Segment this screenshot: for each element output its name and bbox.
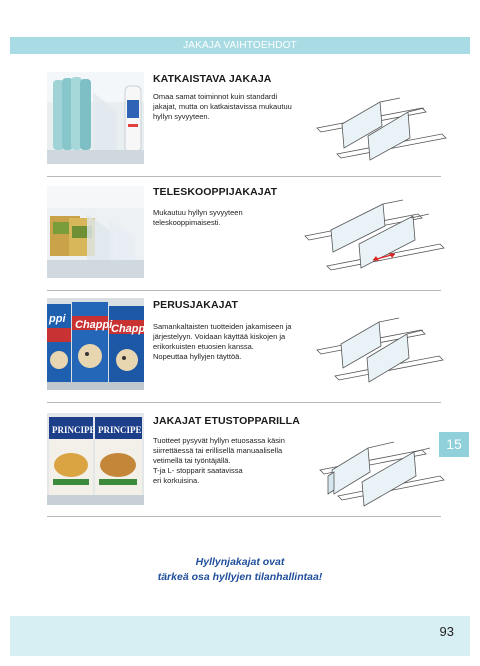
description-line: eri korkuisina.	[153, 476, 200, 485]
chapter-tab-label: 15	[446, 436, 462, 452]
section-1-divider-drawing	[312, 96, 447, 166]
section-divider	[47, 402, 441, 403]
chapter-header-band	[10, 37, 470, 54]
svg-text:ppi: ppi	[49, 313, 66, 325]
section-3-title: PERUSJAKAJAT	[153, 299, 239, 311]
chapter-tab	[439, 432, 469, 457]
description-line: T-ja L- stopparit saatavissa	[153, 466, 243, 475]
principe-label: PRINCIPE	[52, 425, 96, 435]
principe-label: PRINCIPE	[98, 425, 142, 435]
description-line: Tuotteet pysyvät hyllyn etuosassa käsin	[153, 436, 285, 445]
description-line: hyllyn syvyyteen.	[153, 112, 210, 121]
section-divider	[47, 176, 441, 177]
description-line: järjestelyyn. Voidaan käyttää kiskojen ja	[153, 332, 286, 341]
description-line: erikorkuisten etuosien kanssa.	[153, 342, 254, 351]
slogan-line-1: Hyllynjakajat ovat	[195, 556, 285, 568]
section-2-description	[153, 208, 303, 228]
slogan-line-2: tärkeä osa hyllyjen tilanhallintaa!	[157, 571, 323, 583]
section-4-front-stop-drawing	[318, 432, 450, 508]
description-line: Omaa samat toiminnot kuin standardi	[153, 92, 278, 101]
section-2-photo	[47, 186, 144, 278]
section-2-title: TELESKOOPPIJAKAJAT	[153, 186, 278, 198]
chapter-title: JAKAJA VAIHTOEHDOT	[183, 40, 297, 51]
section-1-title: KATKAISTAVA JAKAJA	[153, 73, 272, 85]
description-line: jakajat, mutta on katkaistavissa mukautuu	[153, 102, 292, 111]
section-4-title: JAKAJAT ETUSTOPPARILLA	[153, 415, 300, 427]
footer-band	[10, 616, 470, 656]
description-line: teleskooppimaisesti.	[153, 218, 221, 227]
chappi-label: Chappi	[111, 323, 149, 335]
chappi-label: Chappi	[75, 319, 113, 331]
section-4-photo	[47, 413, 144, 505]
section-divider	[47, 516, 441, 517]
description-line: vetimellä tai työntäjällä.	[153, 456, 231, 465]
description-line: Mukautuu hyllyn syvyyteen	[153, 208, 243, 217]
section-1-photo	[47, 72, 144, 164]
section-1-description	[153, 92, 303, 122]
section-2-telescopic-drawing	[303, 200, 448, 280]
page-number: 93	[439, 624, 454, 639]
section-3-photo	[47, 298, 149, 390]
description-line: Samankaltaisten tuotteiden jakamiseen ja	[153, 322, 292, 331]
description-line: siirrettäessä tai erillisellä manuaalisella	[153, 446, 283, 455]
section-4-description	[153, 436, 303, 486]
description-line: Nopeuttaa hyllyjen täyttöä.	[153, 352, 242, 361]
section-divider	[47, 290, 441, 291]
section-3-divider-drawing	[313, 316, 448, 386]
section-3-description	[153, 322, 303, 362]
